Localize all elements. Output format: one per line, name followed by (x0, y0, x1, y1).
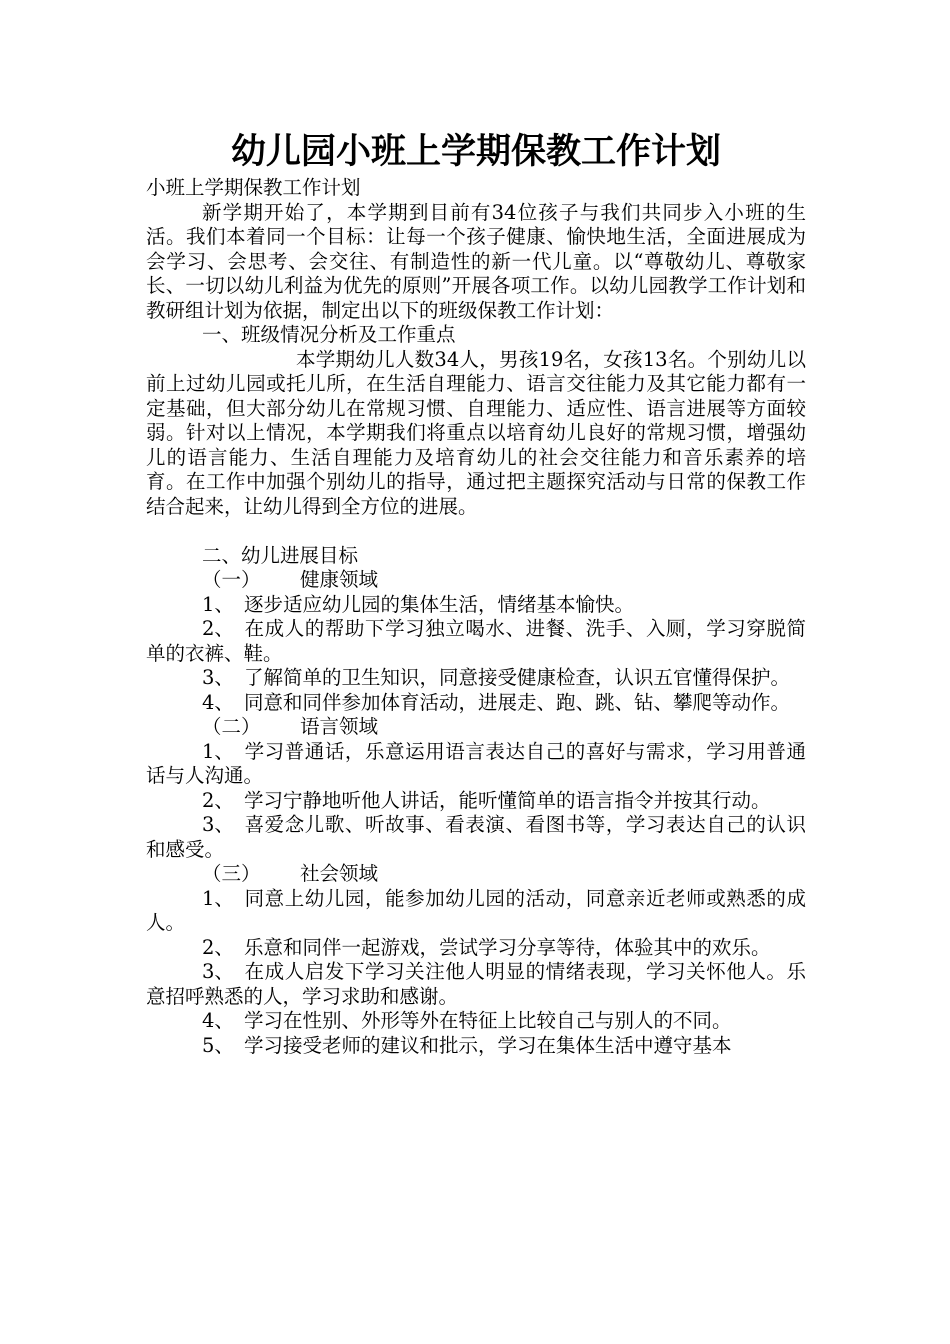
domain-heading-language (146, 715, 806, 740)
domain-number: （三） (202, 862, 261, 885)
domain-name: 语言领域 (300, 715, 379, 738)
section1-body: 本学期幼儿人数34人，男孩19名，女孩13名。个别幼儿以前上过幼儿园或托儿所，在生活自理能力、语言交往能力及其它能力都有一定基础，但大部分幼儿在常规习惯、自理能力、适应性、语言进展等方面较弱。针对以上情况，本学期我们将重点以培育幼儿良好的常规习惯，增强幼儿的语言能力、生活自理能力及培育幼儿的社会交往能力和音乐素养的培育。在工作中加强个别幼儿的指导，通过把主题探究活动与日常的保教工作结合起来，让幼儿得到全方位的进展。 (146, 347, 806, 518)
domain-name: 社会领域 (300, 862, 379, 885)
list-item: 2、 学习宁静地听他人讲话，能听懂简单的语言指令并按其行动。 (202, 788, 771, 812)
list-item: 2、 在成人的帮助下学习独立喝水、进餐、洗手、入厕，学习穿脱简单的衣裤、鞋。 (146, 617, 806, 665)
section1-heading: 一、班级情况分析及工作重点 (202, 323, 456, 346)
document-subtitle: 小班上学期保教工作计划 (146, 176, 361, 199)
document-page (146, 128, 806, 1058)
list-item: 4、 学习在性别、外形等外在特征上比较自己与别人的不同。 (202, 1009, 732, 1032)
domain-number: （二） (202, 715, 261, 738)
domain-heading-social (146, 862, 806, 887)
list-item: 1、 学习普通话，乐意运用语言表达自己的喜好与需求，学习用普通话与人沟通。 (146, 739, 806, 787)
list-item: 2、 乐意和同伴一起游戏，尝试学习分享等待，体验其中的欢乐。 (202, 935, 771, 959)
domain-number: （一） (202, 568, 261, 591)
list-item: 5、 学习接受老师的建议和批示，学习在集体生活中遵守基本 (202, 1033, 732, 1057)
list-item: 1、 同意上幼儿园，能参加幼儿园的活动，同意亲近老师或熟悉的成人。 (146, 886, 806, 934)
domain-name: 健康领域 (300, 568, 379, 591)
list-item: 4、 同意和同伴参加体育活动，进展走、跑、跳、钻、攀爬等动作。 (202, 690, 791, 714)
domain-heading-health (146, 568, 806, 593)
list-item: 3、 在成人启发下学习关注他人明显的情绪表现，学习关怀他人。乐意招呼熟悉的人，学习求助和感谢。 (146, 960, 806, 1008)
list-item: 1、 逐步适应幼儿园的集体生活，情绪基本愉快。 (202, 592, 635, 616)
document-title: 幼儿园小班上学期保教工作计划 (230, 131, 721, 172)
blank-line (146, 519, 806, 544)
list-item: 3、 喜爱念儿歌、听故事、看表演、看图书等，学习表达自己的认识和感受。 (146, 813, 806, 861)
section2-heading: 二、幼儿进展目标 (202, 543, 359, 567)
intro-paragraph: 新学期开始了，本学期到目前有34位孩子与我们共同步入小班的生活。我们本着同一个目标：让每一个孩子健康、愉快地生活，全面进展成为会学习、会思考、会交往、有制造性的新一代儿童。以“尊敬幼儿、尊敬家长、一切以幼儿利益为优先的原则”开展各项工作。以幼儿园教学工作计划和教研组计划为依据，制定出以下的班级保教工作计划： (146, 200, 806, 322)
list-item: 3、 了解简单的卫生知识，同意接受健康检查，认识五官懂得保护。 (202, 666, 791, 689)
